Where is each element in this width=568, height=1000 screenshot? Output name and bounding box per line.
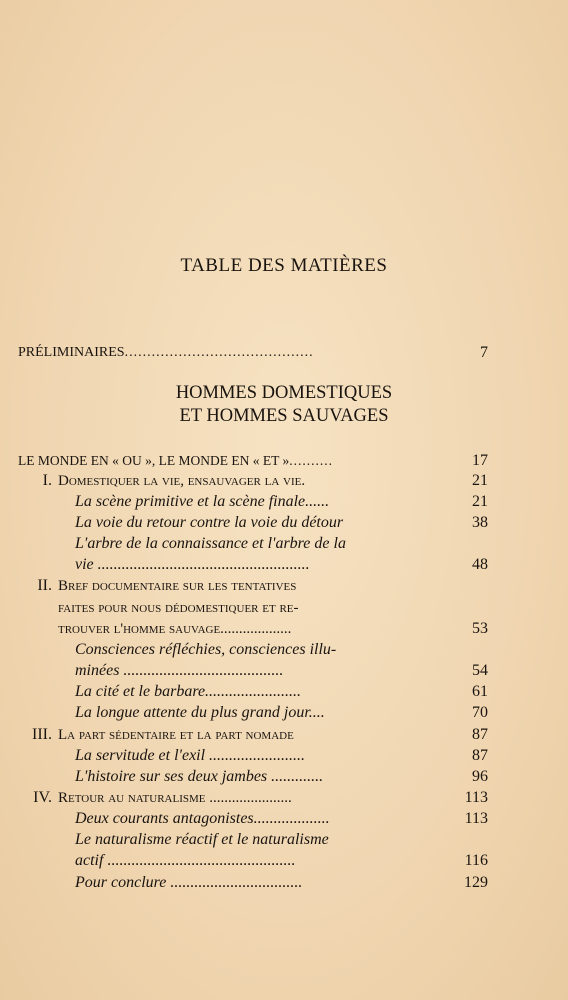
section-title: L'arbre de la connaissance et l'arbre de la — [75, 535, 346, 552]
chapter-number: III. — [32, 726, 52, 743]
section-page: 61 — [472, 683, 488, 700]
section-page: 54 — [472, 662, 488, 679]
chapter-page: 21 — [472, 472, 488, 489]
chapter-title-continued: trouver l'homme sauvage................... — [58, 621, 292, 637]
section-page: 96 — [472, 768, 488, 785]
section-title: Deux courants antagonistes................... — [75, 810, 330, 827]
entry-leader: .......................................... — [124, 345, 314, 360]
section-page: 129 — [464, 874, 488, 891]
section-page: 38 — [472, 514, 488, 531]
section-title: La scène primitive et la scène finale...... — [75, 493, 330, 510]
chapter-number: IV. — [33, 789, 52, 806]
section-title: Consciences réfléchies, consciences illu- — [75, 641, 337, 658]
chapter-page: 87 — [472, 726, 488, 743]
chapter-number: I. — [42, 472, 52, 489]
section-title-continued: minées ........................................ — [75, 662, 284, 679]
entry-label: PRÉLIMINAIRES — [18, 345, 125, 360]
part-title-line-1: HOMMES DOMESTIQUES — [175, 383, 393, 403]
part-title-line-2: ET HOMMES SAUVAGES — [179, 406, 389, 426]
page-title: TABLE DES MATIÈRES — [180, 255, 388, 276]
toc-entry-preliminaires — [18, 343, 314, 363]
toc-entry-intro — [18, 451, 333, 471]
chapter-title: Domestiquer la vie, ensauvager la vie. — [58, 473, 306, 489]
section-page: 116 — [464, 852, 488, 869]
chapter-title: La part sédentaire et la part nomade — [58, 727, 294, 743]
section-title: La longue attente du plus grand jour.... — [75, 704, 325, 721]
entry-leader: .......... — [289, 453, 333, 468]
section-title-continued: vie ..................................................... — [75, 556, 310, 573]
section-title: La servitude et l'exil ........................ — [75, 747, 306, 764]
section-page: 113 — [464, 810, 488, 827]
chapter-page: 113 — [464, 789, 488, 806]
section-page: 48 — [472, 556, 488, 573]
section-title-continued: actif ............................................... — [75, 852, 296, 869]
chapter-title: Retour au naturalisme ...................... — [58, 790, 292, 806]
chapter-number: II. — [37, 577, 52, 594]
entry-label: LE MONDE EN « OU », LE MONDE EN « ET » — [18, 453, 290, 468]
section-page: 21 — [472, 493, 488, 510]
section-title: La voie du retour contre la voie du détour — [75, 514, 344, 531]
section-title: Pour conclure ................................. — [75, 874, 303, 891]
section-title: Le naturalisme réactif et le naturalisme — [75, 831, 329, 848]
entry-page: 7 — [480, 344, 488, 361]
chapter-page: 53 — [472, 620, 488, 637]
entry-page: 17 — [472, 452, 488, 469]
section-page: 70 — [472, 704, 488, 721]
chapter-title-continued: faites pour nous dédomestiquer et re- — [58, 600, 299, 616]
section-title: La cité et le barbare........................ — [75, 683, 302, 700]
section-page: 87 — [472, 747, 488, 764]
chapter-title: Bref documentaire sur les tentatives — [58, 578, 297, 594]
section-title: L'histoire sur ses deux jambes ............. — [75, 768, 324, 785]
